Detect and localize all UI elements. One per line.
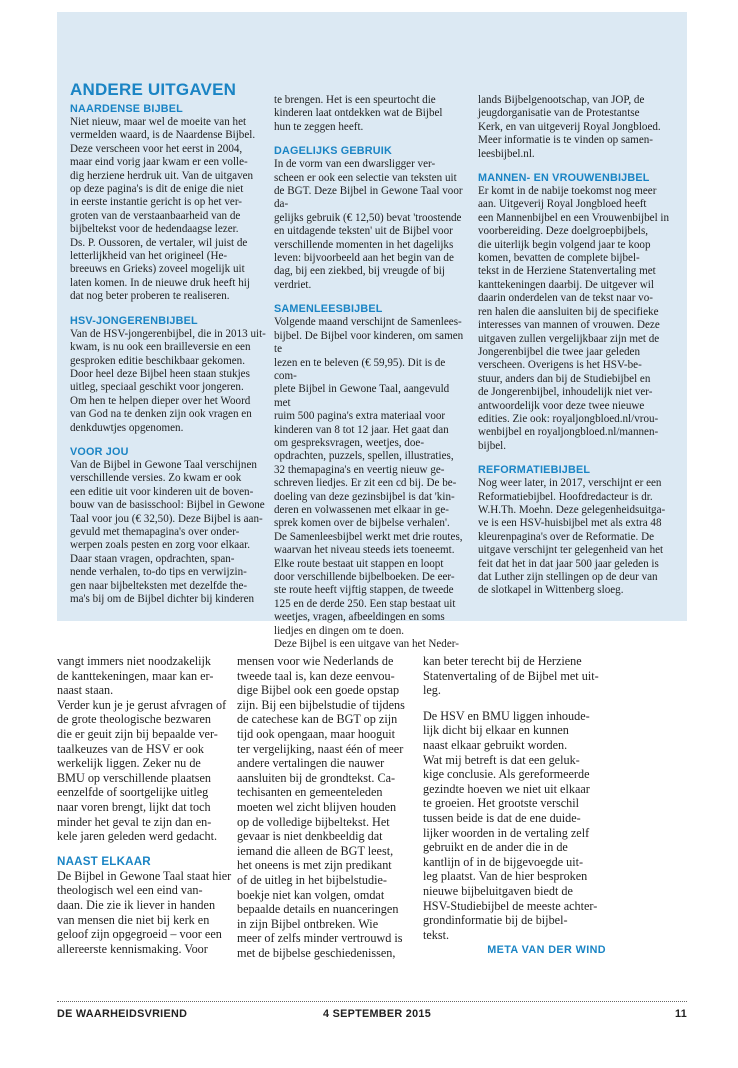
text-line: bouw van de basisschool: Bijbel in Gewone <box>70 499 265 512</box>
text-line: gebruikt en de ander die in de <box>423 840 568 855</box>
text-line: letterlijkheid van het origineel (He- <box>70 250 228 263</box>
article-text-3b <box>423 709 606 943</box>
text-line: de BGT. Deze Bijbel in Gewone Taal voor da- <box>274 185 463 211</box>
text-reformatiebijbel <box>478 477 674 598</box>
text-line: die uiterlijk begin volgend jaar te koop <box>478 238 651 251</box>
text-line: weetjes, vragen, afbeeldingen en soms <box>274 611 445 624</box>
text-line: deren en volwassenen met elkaar in ge- <box>274 503 449 516</box>
text-line: boekje niet kan volgen, omdat <box>237 887 385 902</box>
text-line: kantlijn of in de bijgevoegde uit- <box>423 854 584 869</box>
text-line: Er komt in de nabije toekomst nog meer <box>478 185 657 198</box>
text-line: te brengen. Het is een speurtocht die <box>274 94 436 106</box>
text-line: gelijks gebruik (€ 12,50) bevat 'troostende <box>274 211 462 224</box>
text-line: dig herziene herdruk uit. Van de uitgaven <box>70 169 254 182</box>
article-text-1 <box>57 654 234 844</box>
text-line: scheen er ook een selectie van teksten uit <box>274 171 457 184</box>
text-line: naar voren brengt, lijkt dat toch <box>57 799 211 814</box>
text-line: breeuws en Grieks) zoveel mogelijk uit <box>70 263 245 276</box>
text-line: de slotkapel in Wittenberg sloeg. <box>478 584 624 597</box>
text-line: kinderen laat ontdekken wat de Bijbel <box>274 107 443 120</box>
text-line: edities. Zie ook: royaljongbloed.nl/vrou- <box>478 412 659 425</box>
text-line: iemand die alleen de BGT leest, <box>237 843 394 858</box>
text-line: Niet nieuw, maar wel de moeite van het <box>70 116 247 128</box>
heading-samenleesbijbel: SAMENLEESBIJBEL <box>274 303 383 316</box>
text-dagelijks-gebruik <box>274 158 468 292</box>
text-line: kan beter terecht bij de Herziene <box>423 654 582 668</box>
text-line: kleurenpagina's over de Reformatie. De <box>478 530 655 543</box>
text-line: Nog weer later, in 2017, verschijnt er een <box>478 477 662 490</box>
text-line: op deze pagina's is dit de enige die niet <box>70 183 244 196</box>
text-line: taalkeuzes van de HSV er ook <box>57 741 204 756</box>
text-samenleesbijbel-continued <box>478 94 674 161</box>
text-line: bijbeltekst voor de hedendaagse lezer. <box>70 223 239 236</box>
text-line: ruim 500 pagina's extra materiaal voor <box>274 410 446 423</box>
text-line: nende verhalen, to-do tips en verwijzin- <box>70 566 247 579</box>
text-line: kanttekeningen daarbij. De uitgever wil <box>478 278 654 291</box>
text-line: met de bijbelse geschiedenissen, <box>237 945 396 960</box>
text-samenleesbijbel <box>274 316 468 651</box>
text-line: Deze verscheen voor het eerst in 2004, <box>70 142 243 155</box>
text-line: eenzelfde of soortgelijke uitleg <box>57 785 209 800</box>
text-hsv-jongerenbijbel <box>70 328 266 435</box>
article-column-3 <box>423 654 606 958</box>
text-line: liedjes en dingen om te doen. <box>274 624 405 637</box>
text-line: Deze Bijbel is een uitgave van het Neder- <box>274 638 459 651</box>
text-line: Jongerenbijbel die twee jaar geleden <box>478 345 641 358</box>
text-line: Verder kun je je gerust afvragen of <box>57 697 227 712</box>
text-line: hun te zeggen heeft. <box>274 120 364 133</box>
text-line: bijbel. De Bijbel voor kinderen, om samen te <box>274 329 464 356</box>
text-line: kwam, is nu ook een brailleversie en een <box>70 341 251 354</box>
heading-dagelijks-gebruik: DAGELIJKS GEBRUIK <box>274 145 392 158</box>
text-line: komen, bevatten de complete bijbel- <box>478 252 640 265</box>
footer-date: 4 SEPTEMBER 2015 <box>323 1008 432 1020</box>
text-line: verschillende versies. Zo kwam er ook <box>70 472 242 485</box>
text-line: BMU op verschillende plaatsen <box>57 770 211 785</box>
text-line: lands Bijbelgenootschap, van JOP, de <box>478 94 645 106</box>
text-line: interesses van mannen of vrouwen. Deze <box>478 319 660 332</box>
text-line: moeten wel zicht blijven houden <box>237 799 397 814</box>
text-line: werpen zoals pesten en zorg voor elkaar. <box>70 539 250 552</box>
text-line: Volgende maand verschijnt de Samenlees- <box>274 316 462 329</box>
text-line: vermelden waard, is de Naardense Bijbel. <box>70 129 256 142</box>
text-line: doeling van deze gezinsbijbel is dat 'kin- <box>274 490 455 503</box>
text-line: wenbijbel en royaljongbloed.nl/mannen- <box>478 426 659 439</box>
text-line: leesbijbel.nl. <box>478 147 535 160</box>
text-naardense-bijbel <box>70 116 266 304</box>
text-line: stuur, anders dan bij de Studiebijbel en <box>478 372 651 385</box>
text-line: de kanttekeningen, maar kan er- <box>57 668 214 683</box>
text-line: ve is een HSV-huisbijbel met als extra 48 <box>478 517 662 530</box>
text-line: tekst. <box>423 927 450 942</box>
text-line: van God na te denken zijn ook vragen en <box>70 408 252 421</box>
text-line: voorbereiding. Deze doelgroepbijbels, <box>478 225 649 238</box>
text-voor-jou-continued <box>274 94 468 134</box>
text-line: schreven liedjes. Er zit een cd bij. De be- <box>274 477 457 490</box>
text-line: feit dat het in dat jaar 500 jaar geleden is <box>478 557 659 570</box>
text-line: De Bijbel in Gewone Taal staat hier <box>57 868 232 883</box>
text-line: de catechese kan de BGT op zijn <box>237 712 398 727</box>
text-line: de grote theologische bezwaren <box>57 712 211 727</box>
article-column-2 <box>237 654 412 960</box>
text-line: kinderen van 8 tot 12 jaar. Het gaat dan <box>274 423 449 436</box>
text-line: tussen beide is dat de ene duide- <box>423 810 581 825</box>
text-line: of de uitleg in het bijbelstudie- <box>237 872 387 887</box>
text-line: verdriet. <box>274 278 312 291</box>
text-line: jeugdorganisatie van de Protestantse <box>478 107 640 120</box>
text-line: De Samenleesbijbel werkt met drie routes, <box>274 530 463 543</box>
text-line: daarin onderdelen van de tekst naar vo- <box>478 292 653 305</box>
text-line: in zijn Bijbel ontbreken. Wie <box>237 916 379 931</box>
text-line: gevaar is niet denkbeeldig dat <box>237 829 383 844</box>
heading-naardense-bijbel: NAARDENSE BIJBEL <box>70 103 183 115</box>
sidebar-column-2 <box>274 94 468 651</box>
text-line: van mensen die niet bij kerk en <box>57 912 210 927</box>
heading-reformatiebijbel: REFORMATIEBIJBEL <box>478 464 591 477</box>
text-line: ter vergelijking, naast één of meer <box>237 741 404 756</box>
text-line: 32 themapagina's en veertig nieuw ge- <box>274 463 445 476</box>
text-line: in eerste instantie gericht is op het ver- <box>70 196 242 209</box>
text-line: Statenvertaling of de Bijbel met uit- <box>423 668 599 683</box>
text-line: theologisch wel een eind van- <box>57 883 203 898</box>
text-line: kige conclusie. Als gereformeerde <box>423 767 590 782</box>
text-line: Om hen te helpen dieper over het Woord <box>70 394 251 407</box>
text-line: verschillende momenten in het dagelijks <box>274 238 454 251</box>
text-line: aan. Uitgeverij Royal Jongbloed heeft <box>478 198 647 211</box>
text-line: Kerk, en van uitgeverij Royal Jongbloed. <box>478 120 661 133</box>
footer-divider <box>57 1001 687 1002</box>
text-line: uitgave verschijnt ter gelegenheid van het <box>478 544 664 557</box>
text-mannen-vrouwenbijbel <box>478 185 674 453</box>
article-text-2 <box>237 654 412 960</box>
text-line: Door heel deze Bijbel heen staan stukjes <box>70 367 250 380</box>
text-line: tijd ook opengaan, maar hooguit <box>237 726 396 741</box>
text-line: tweede taal is, kan deze eenvou- <box>237 668 395 683</box>
text-line: vangt immers niet noodzakelijk <box>57 654 211 668</box>
text-line: lezen en te beleven (€ 59,95). Dit is de com- <box>274 356 446 382</box>
text-line: lijker woorden in de vertaling zelf <box>423 825 590 840</box>
text-line: opdrachten, puzzels, spellen, illustraties, <box>274 450 454 463</box>
text-voor-jou <box>70 459 266 606</box>
text-line: ste route heeft vijftig stappen, de tweede <box>274 584 454 597</box>
sidebar-column-1 <box>70 103 266 606</box>
text-line: ren halen die aansluiten bij de specifieke <box>478 305 659 318</box>
text-line: door verschillende bijbelboeken. De eer- <box>274 571 455 583</box>
heading-mannen-vrouwenbijbel: MANNEN- EN VROUWENBIJBEL <box>478 172 650 185</box>
text-line: verscheen. Overigens is het HSV-be- <box>478 359 642 372</box>
text-line: te groeien. Het grootste verschil <box>423 796 580 811</box>
text-line: aansluiten bij de grondtekst. Ca- <box>237 770 396 785</box>
text-line: naast elkaar gebruikt worden. <box>423 737 568 752</box>
text-line: zijn. Bij een bijbelstudie of tijdens <box>237 697 405 712</box>
text-line: sprek komen over de bijbelse verhalen'. <box>274 517 450 530</box>
text-line: Van de Bijbel in Gewone Taal verschijnen <box>70 458 257 471</box>
text-line: een editie uit voor kinderen uit de boven- <box>70 485 254 498</box>
text-line: een Mannenbijbel en een Vrouwenbijbel in <box>478 211 670 224</box>
text-line: kele jaren geleden werd gedacht. <box>57 829 218 844</box>
text-line: Meer informatie is te vinden op samen- <box>478 134 653 147</box>
text-line: dige Bijbel ook een goede opstap <box>237 683 400 698</box>
article-text-3a <box>423 654 606 698</box>
text-line: denkduwtjes opgenomen. <box>70 421 184 434</box>
text-line: nieuwe bijbeluitgaven biedt de <box>423 883 573 898</box>
text-line: Van de HSV-jongerenbijbel, die in 2013 uit- <box>70 327 266 340</box>
sidebar-title: ANDERE UITGAVEN <box>70 80 237 99</box>
text-line: Wat mij betreft is dat een geluk- <box>423 752 580 767</box>
text-line: Taal voor jou (€ 32,50). Deze Bijbel is aan- <box>70 512 263 525</box>
author-signature: META VAN DER WIND <box>487 944 606 957</box>
text-line: plete Bijbel in Gewone Taal, aangevuld met <box>274 383 450 409</box>
text-line: techisanten en gemeenteleden <box>237 785 383 800</box>
text-line: die er geuit zijn bij bepaalde ver- <box>57 726 218 741</box>
text-line: In de vorm van een dwarsligger ver- <box>274 158 436 171</box>
text-line: W.H.Th. Moehn. Deze gelegenheidsuitga- <box>478 503 666 516</box>
text-line: grondinformatie bij de bijbel- <box>423 913 568 928</box>
footer-magazine-name: DE WAARHEIDSVRIEND <box>57 1008 188 1020</box>
text-line: gen naar bijbelteksten met dezelfde the- <box>70 579 248 592</box>
text-line: bijbel. <box>478 439 507 452</box>
sidebar-column-3 <box>478 94 674 598</box>
text-line: bepaalde details en nuanceringen <box>237 902 399 917</box>
text-line: mensen voor wie Nederlands de <box>237 654 394 668</box>
text-line: en uitdagende teksten' uit de Bijbel voor <box>274 225 453 238</box>
text-line: allereerste kennismaking. Voor <box>57 941 208 956</box>
text-line: HSV-Studiebijbel de meeste achter- <box>423 898 598 913</box>
text-line: 125 en de derde 250. Een stap bestaat uit <box>274 597 456 610</box>
text-line: dat nog beter proberen te realiseren. <box>70 290 230 303</box>
text-line: andere vertalingen die nauwer <box>237 756 385 771</box>
text-line: De HSV en BMU liggen inhoude- <box>423 708 590 723</box>
text-line: naast staan. <box>57 683 114 698</box>
text-line: om gespreksvragen, weetjes, doe- <box>274 436 425 449</box>
text-line: gevuld met themapagina's over onder- <box>70 525 240 538</box>
text-line: Ds. P. Oussoren, de vertaler, wil juist de <box>70 236 248 249</box>
text-line: het oneens is met zijn predikant <box>237 858 392 873</box>
heading-naast-elkaar: NAAST ELKAAR <box>57 854 151 868</box>
text-line: tekst in de Herziene Statenvertaling met <box>478 265 656 278</box>
heading-voor-jou: VOOR JOU <box>70 445 129 458</box>
text-line: maar eind vorig jaar kwam er een volle- <box>70 156 248 169</box>
text-line: laten komen. In de nieuwe druk heeft hij <box>70 276 250 289</box>
text-line: dag, bij een ziekbed, bij vreugde of bij <box>274 265 445 278</box>
text-line: leg. <box>423 683 441 698</box>
text-line: meer of zelfs minder vertrouwd is <box>237 931 403 946</box>
text-line: Elke route bestaat uit stappen en loopt <box>274 557 444 570</box>
text-line: leven: bijvoorbeeld aan het begin van de <box>274 252 454 265</box>
text-line: Reformatiebijbel. Hoofdredacteur is dr. <box>478 490 653 503</box>
text-line: waarvan het niveau steeds iets toeneemt. <box>274 544 455 557</box>
text-line: gezindte hoeven we niet uit elkaar <box>423 781 590 796</box>
text-line: dat Luther zijn stellingen op de deur van <box>478 571 658 583</box>
article-column-1 <box>57 654 234 956</box>
text-line: leg plaatst. Van de hier besproken <box>423 869 588 884</box>
text-line: uitgaven zullen vergelijkbaar zijn met de <box>478 332 660 345</box>
text-line: lijk dicht bij elkaar en kunnen <box>423 723 569 738</box>
text-line: daan. Die zie ik liever in handen <box>57 897 216 912</box>
text-line: werkelijk liggen. Zeker nu de <box>57 756 201 771</box>
text-line: groten van de verstaanbaarheid van de <box>70 209 241 222</box>
text-line: antwoordelijk voor deze twee nieuwe <box>478 399 645 412</box>
text-naast-elkaar <box>57 869 234 957</box>
text-line: ma's bij om de Bijbel dichter bij kinderen <box>70 593 255 605</box>
footer-page-number: 11 <box>674 1008 687 1020</box>
text-line: minder het geval te zijn dan en- <box>57 814 212 829</box>
text-line: gesproken editie beschikbaar gekomen. <box>70 354 245 367</box>
text-line: Daar staan vragen, opdrachten, span- <box>70 552 235 565</box>
text-line: op de volledige bijbeltekst. Het <box>237 814 390 829</box>
heading-hsv-jongerenbijbel: HSV-JONGERENBIJBEL <box>70 314 198 327</box>
text-line: de Jongerenbijbel, inhoudelijk niet ver- <box>478 386 653 399</box>
text-line: uitleg, speciaal geschikt voor jongeren. <box>70 381 244 394</box>
text-line: geloof zijn opgegroeid – voor een <box>57 927 222 942</box>
